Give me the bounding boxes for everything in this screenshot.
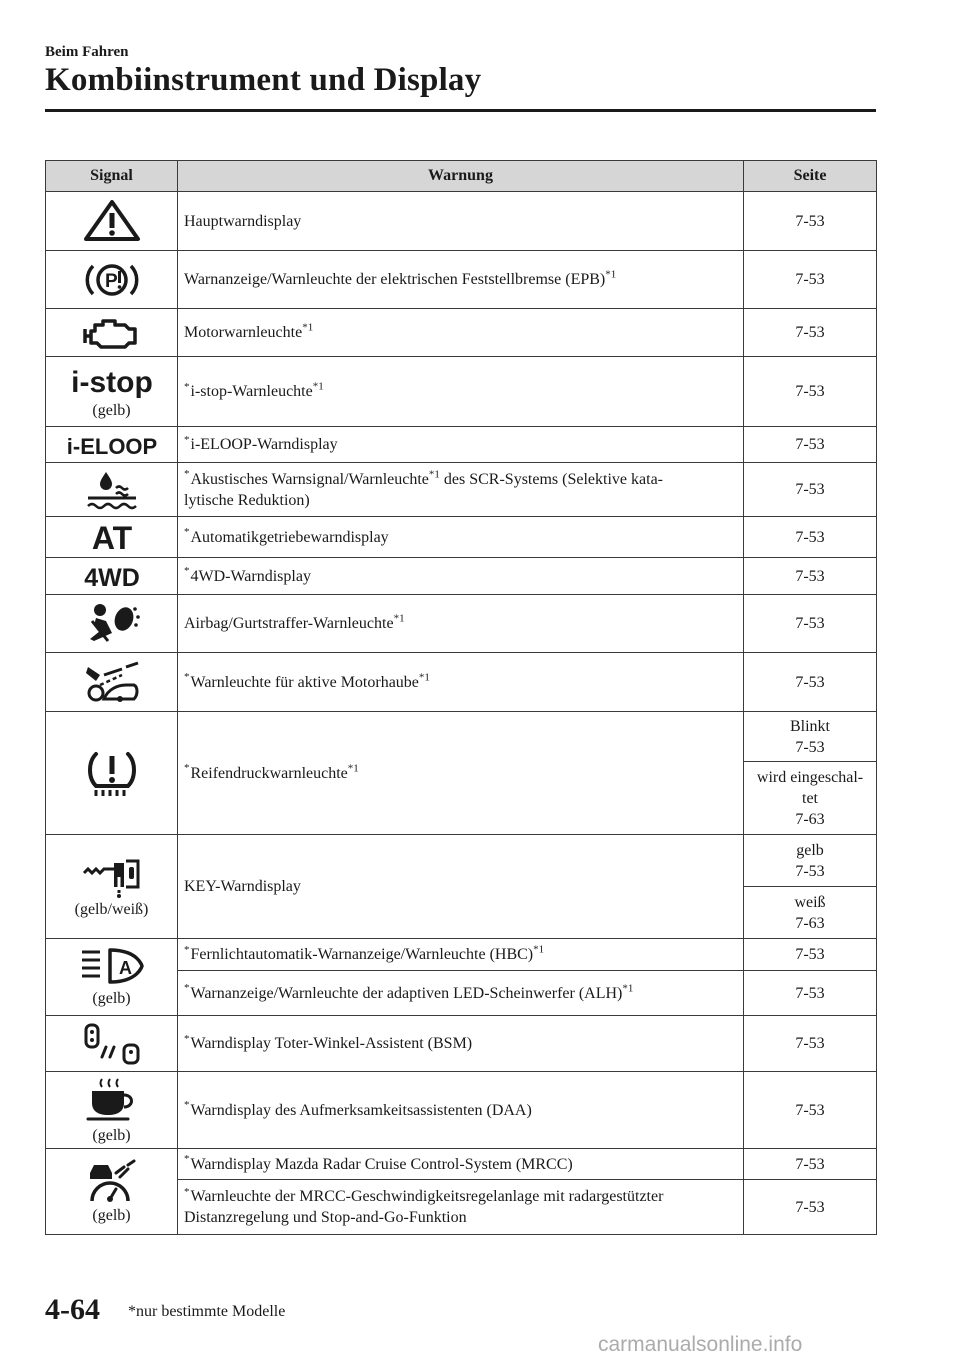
signal-cell bbox=[46, 835, 178, 939]
signal-cell bbox=[46, 309, 178, 357]
warning-cell bbox=[178, 595, 744, 653]
signal-cell bbox=[46, 1072, 178, 1149]
page-cell: 7-53 bbox=[744, 558, 877, 595]
page-cell bbox=[744, 835, 877, 887]
footnote-mark: *1 bbox=[622, 982, 634, 995]
signal-cell bbox=[46, 251, 178, 309]
warning-text: Warndisplay des Aufmerksamkeitsassistenten (DAA) bbox=[190, 1101, 532, 1119]
model-star: * bbox=[184, 1032, 190, 1045]
warning-text: i-ELOOP-Warndisplay bbox=[190, 436, 338, 453]
signal-caption: (gelb) bbox=[92, 1206, 131, 1224]
warning-text: KEY-Warndisplay bbox=[184, 878, 301, 895]
condition-label: gelb bbox=[796, 841, 824, 859]
table-row bbox=[46, 1072, 877, 1149]
model-star: * bbox=[184, 1153, 190, 1166]
footnote-mark: *1 bbox=[605, 268, 617, 281]
warning-text: Automatikgetriebewarndisplay bbox=[190, 528, 389, 546]
signal-caption: (gelb) bbox=[92, 1127, 131, 1144]
warning-text: Reifendruckwarnleuchte bbox=[190, 764, 348, 782]
table-row bbox=[46, 653, 877, 712]
model-star: * bbox=[184, 433, 190, 446]
table-row bbox=[46, 939, 877, 971]
scr-system-icon bbox=[82, 468, 142, 512]
model-star: * bbox=[184, 526, 190, 539]
svg-text:A: A bbox=[118, 958, 132, 978]
model-star: * bbox=[184, 982, 190, 995]
warning-text: Motorwarnleuchte bbox=[184, 324, 303, 341]
model-star: * bbox=[184, 762, 190, 775]
warning-cell bbox=[178, 1149, 744, 1180]
signal-cell bbox=[46, 463, 178, 517]
warning-cell bbox=[178, 971, 744, 1016]
warning-cell bbox=[178, 357, 744, 427]
warning-cell bbox=[178, 463, 744, 517]
model-star: * bbox=[184, 565, 190, 578]
signal-cell bbox=[46, 712, 178, 835]
page-cell: 7-53 bbox=[744, 1180, 877, 1235]
page-ref: 7-63 bbox=[795, 914, 825, 932]
footnote-mark: *1 bbox=[393, 612, 405, 625]
page-cell: 7-53 bbox=[744, 971, 877, 1016]
warning-text: 4WD-Warndisplay bbox=[190, 567, 311, 585]
page-cell: 7-53 bbox=[744, 939, 877, 971]
signal-cell bbox=[46, 939, 178, 1016]
col-header-warning: Warnung bbox=[178, 161, 744, 192]
warning-text: Warnleuchte für aktive Motorhaube bbox=[190, 673, 419, 691]
coffee-cup-icon bbox=[82, 1075, 142, 1125]
blind-spot-icon bbox=[80, 1021, 144, 1067]
footnote-mark: *1 bbox=[418, 671, 430, 684]
page-cell: 7-53 bbox=[744, 357, 877, 427]
table-row bbox=[46, 357, 877, 427]
active-bonnet-icon bbox=[80, 659, 144, 705]
warning-cell bbox=[178, 427, 744, 463]
warning-cell bbox=[178, 309, 744, 357]
page-cell: 7-53 bbox=[744, 251, 877, 309]
warning-cell bbox=[178, 192, 744, 251]
table-row bbox=[46, 192, 877, 251]
page-ref: 7-63 bbox=[795, 810, 825, 828]
model-star: * bbox=[184, 1099, 190, 1112]
tire-pressure-icon bbox=[82, 748, 142, 798]
warning-cell bbox=[178, 517, 744, 558]
warning-cell bbox=[178, 558, 744, 595]
page-cell: 7-53 bbox=[744, 1149, 877, 1180]
warning-cell bbox=[178, 1072, 744, 1149]
i-stop-label: i-stop bbox=[70, 365, 153, 399]
section-label: Beim Fahren bbox=[45, 44, 129, 60]
warning-text: Warndisplay Mazda Radar Cruise Control-System (MRCC) bbox=[190, 1155, 573, 1173]
i-stop-icon bbox=[67, 364, 157, 400]
warning-cell bbox=[178, 653, 744, 712]
radar-cruise-icon bbox=[82, 1159, 142, 1205]
model-star: * bbox=[184, 380, 190, 393]
page-cell: 7-53 bbox=[744, 427, 877, 463]
page-cell: 7-53 bbox=[744, 1016, 877, 1072]
signal-cell bbox=[46, 1016, 178, 1072]
signal-caption: (gelb) bbox=[92, 401, 131, 419]
page-cell: 7-53 bbox=[744, 463, 877, 517]
engine-check-icon bbox=[81, 313, 143, 353]
model-star: * bbox=[184, 468, 190, 481]
page-ref: 7-53 bbox=[795, 862, 825, 880]
warning-text: Hauptwarndisplay bbox=[184, 212, 302, 230]
page-ref: 7-53 bbox=[795, 738, 825, 756]
condition-label: Blinkt bbox=[789, 717, 830, 735]
page-number: 4-64 bbox=[45, 1293, 100, 1326]
table-row bbox=[46, 309, 877, 357]
warning-text-line2: Distanzregelung und Stop-and-Go-Funktion bbox=[184, 1209, 467, 1226]
table-row bbox=[46, 517, 877, 558]
auto-headlight-a-icon bbox=[76, 946, 148, 988]
title-rule bbox=[45, 109, 876, 112]
col-header-page: Seite bbox=[744, 161, 877, 192]
signal-cell bbox=[46, 192, 178, 251]
page-cell: 7-53 bbox=[744, 595, 877, 653]
page-title: Kombiinstrument und Display bbox=[45, 62, 482, 98]
condition-label: weiß bbox=[794, 893, 826, 911]
warning-text: Fernlichtautomatik-Warnanzeige/Warnleuchte (HBC) bbox=[190, 946, 534, 963]
signal-cell bbox=[46, 1149, 178, 1235]
page-cell: 7-53 bbox=[744, 1072, 877, 1149]
watermark: carmanualsonline.info bbox=[598, 1333, 803, 1356]
condition-label: wird eingeschal- bbox=[756, 768, 864, 786]
table-row bbox=[46, 835, 877, 887]
parking-brake-p-icon bbox=[81, 258, 143, 302]
footnote-mark: *1 bbox=[312, 380, 324, 393]
warning-text-line2: lytische Reduktion) bbox=[184, 491, 310, 509]
at-label: AT bbox=[91, 521, 132, 553]
footnote-mark: *1 bbox=[533, 943, 545, 956]
signal-cell bbox=[46, 653, 178, 712]
warning-cell bbox=[178, 939, 744, 971]
table-row bbox=[46, 427, 877, 463]
key-warning-icon bbox=[80, 855, 144, 899]
footnote: *nur bestimmte Modelle bbox=[128, 1303, 286, 1320]
model-star: * bbox=[184, 943, 190, 956]
warning-text: Warndisplay Toter-Winkel-Assistent (BSM) bbox=[190, 1035, 473, 1052]
table-row bbox=[46, 463, 877, 517]
i-eloop-icon bbox=[64, 431, 160, 459]
4wd-icon bbox=[72, 561, 152, 591]
4wd-label: 4WD bbox=[83, 564, 140, 591]
signal-caption: (gelb) bbox=[92, 990, 131, 1007]
warning-text: Airbag/Gurtstraffer-Warnleuchte bbox=[184, 615, 394, 632]
table-row bbox=[46, 1016, 877, 1072]
page-cell bbox=[744, 887, 877, 939]
warning-cell bbox=[178, 835, 744, 939]
condition-label-line2: tet bbox=[802, 789, 818, 807]
master-warning-triangle-icon bbox=[82, 199, 142, 243]
table-row bbox=[46, 1149, 877, 1180]
warning-text: Warnleuchte der MRCC-Geschwindigkeitsregelanlage mit radargestützter bbox=[190, 1188, 664, 1205]
warning-text: Warnanzeige/Warnleuchte der adaptiven LED-Scheinwerfer (ALH) bbox=[190, 984, 623, 1002]
page-cell bbox=[744, 712, 877, 762]
warning-cell bbox=[178, 712, 744, 835]
signal-cell bbox=[46, 427, 178, 463]
table-row bbox=[46, 251, 877, 309]
footnote-mark: *1 bbox=[302, 321, 314, 334]
table-row bbox=[46, 712, 877, 762]
model-star: * bbox=[184, 671, 190, 684]
airbag-icon bbox=[82, 601, 142, 647]
footnote-mark: *1 bbox=[428, 468, 440, 481]
i-eloop-label: i-ELOOP bbox=[66, 433, 157, 459]
page-cell: 7-53 bbox=[744, 309, 877, 357]
warning-text-tail: des SCR-Systems (Selektive kata- bbox=[439, 470, 663, 488]
warning-text: i-stop-Warnleuchte bbox=[190, 383, 313, 400]
warning-cell bbox=[178, 251, 744, 309]
warning-text: Warnanzeige/Warnleuchte der elektrischen Feststellbremse (EPB) bbox=[184, 271, 606, 288]
at-transmission-icon bbox=[82, 521, 142, 553]
col-header-signal: Signal bbox=[46, 161, 178, 192]
footnote-mark: *1 bbox=[347, 762, 359, 775]
page-cell: 7-53 bbox=[744, 517, 877, 558]
signal-cell bbox=[46, 357, 178, 427]
table-header-row bbox=[46, 161, 877, 192]
svg-text:P: P bbox=[104, 270, 118, 292]
warning-cell bbox=[178, 1016, 744, 1072]
page-cell: 7-53 bbox=[744, 192, 877, 251]
table-row bbox=[46, 595, 877, 653]
signal-cell bbox=[46, 517, 178, 558]
warning-table bbox=[45, 160, 877, 1235]
signal-cell bbox=[46, 558, 178, 595]
signal-cell bbox=[46, 595, 178, 653]
warning-text: Akustisches Warnsignal/Warnleuchte bbox=[190, 470, 429, 488]
warning-cell bbox=[178, 1180, 744, 1235]
model-star: * bbox=[184, 1185, 190, 1198]
signal-caption: (gelb/weiß) bbox=[74, 900, 149, 918]
page-cell: 7-53 bbox=[744, 653, 877, 712]
table-row bbox=[46, 558, 877, 595]
page-cell bbox=[744, 762, 877, 835]
